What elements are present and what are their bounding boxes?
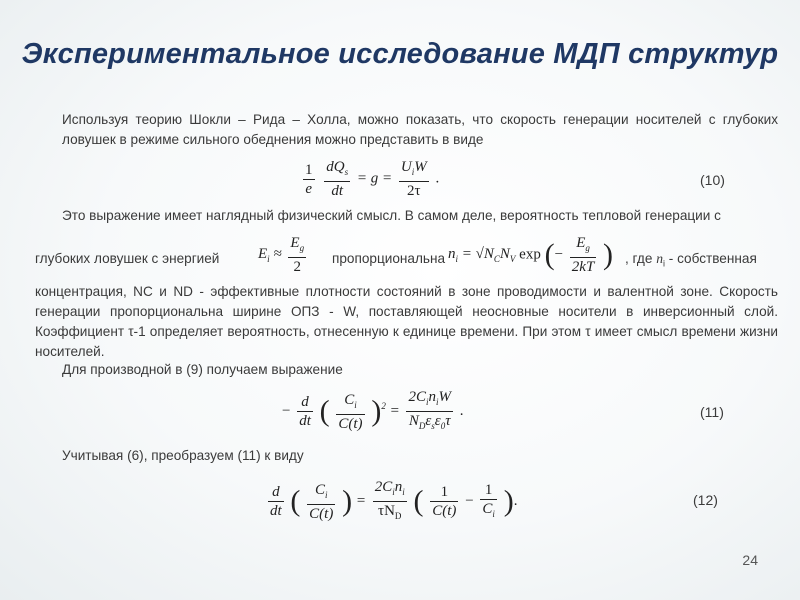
paragraph-derivative: Для производной в (9) получаем выражение <box>62 362 343 377</box>
equation-12-number: (12) <box>693 492 718 508</box>
equation-11: − $\frac{d}{dt}$ ( $\frac{C_i}{C(t)}$ )$^2$ = $\frac{2C_in_iW}{N_D\varepsilon_s\varepsilon_0\tau}$ . <box>282 389 464 432</box>
equation-10-number: (10) <box>700 172 725 188</box>
equation-energy: $E_i$ ≈ $\frac{E_g}{2}$ <box>258 235 305 275</box>
equation-11-number: (11) <box>700 404 724 420</box>
equation-10: $\frac{1}{e}$ $\frac{dQ_s}{dt}$ = g = $\frac{U_iW}{2\tau}$ . <box>305 159 440 199</box>
equation-intrinsic: $n_i = √N_CN_V$ exp (− $\frac{E_g}{2kT}$ ) <box>448 235 614 275</box>
paragraph-meaning-line2b: пропорциональна <box>332 251 446 266</box>
equation-12: $\frac{d}{dt}$ ( $\frac{C_i}{C(t)}$ ) = $\frac{2C_in_i}{\tau N_D}$ ( $\frac{1}{C(t)}$ − $\frac{1}{C_i}$ ). <box>270 479 518 522</box>
paragraph-transform: Учитывая (6), преобразуем (11) к виду <box>62 448 304 463</box>
slide-title: Экспериментальное исследование МДП структур <box>21 38 779 70</box>
paragraph-meaning-line2a: глубоких ловушек с энергией <box>35 251 220 266</box>
page-number: 24 <box>742 552 758 568</box>
paragraph-meaning-line1: Это выражение имеет наглядный физический смысл. В самом деле, вероятность тепловой генерации с <box>62 208 721 223</box>
paragraph-meaning-line2c: , где $n_i$ - собственная <box>625 251 757 269</box>
paragraph-intro: Используя теорию Шокли – Рида – Холла, можно показать, что скорость генерации носителей с глубоких ловушек в режиме сильного обеднения можно представить в виде <box>62 112 778 147</box>
paragraph-meaning-rest: концентрация, NC и ND - эффективные плотности состояний в зоне проводимости и валентной зоне. Скорость генерации пропорциональна ширине ОПЗ - W, поставляющей неосновные носители в инверсионный слой. Коэффициент τ-1 определяет вероятность, отнесенную к единице времени. При этом τ имеет смысл времени жизни носителей. <box>35 284 778 359</box>
